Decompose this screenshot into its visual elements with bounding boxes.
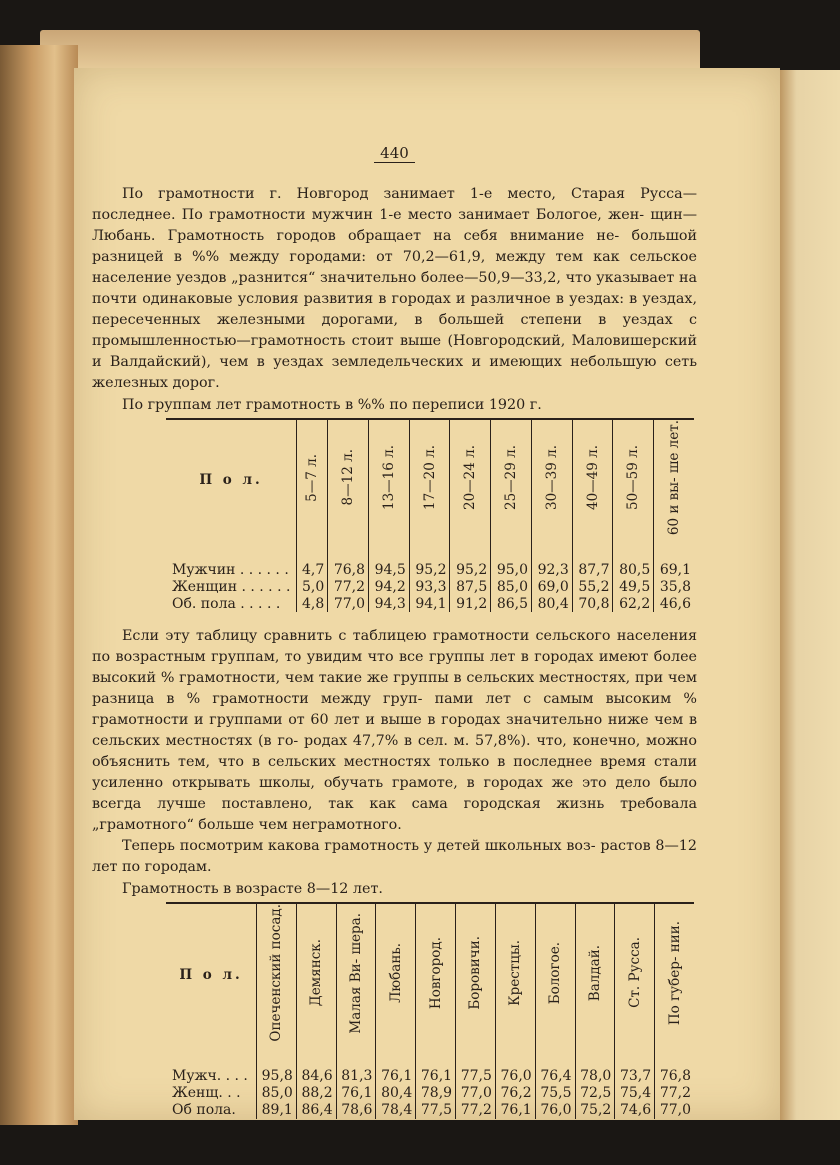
table-cell: 77,2 [655, 1085, 694, 1102]
table-cell: 88,2 [296, 1085, 336, 1102]
table1-row-header: П о л. [199, 471, 263, 488]
table-cell: 77,0 [456, 1085, 496, 1102]
table1-col-header-text: 25—29 л. [503, 445, 520, 511]
table-cell: 94,3 [368, 595, 409, 612]
table1-col-header [450, 420, 491, 539]
table-cell: 85,0 [257, 1085, 297, 1102]
table1-col-header-text: 30—39 л. [543, 445, 560, 511]
table-cell: 76,0 [495, 1068, 535, 1085]
table1-col-header-text: 13—16 л. [380, 445, 397, 511]
table-cell: 80,5 [613, 561, 654, 578]
table1-col-header-text: 60 и вы- ше лет. [666, 420, 683, 536]
table2-col-header-text: Любань. [387, 943, 404, 1003]
spacer-cell [535, 1046, 575, 1068]
table2-col-header [416, 904, 456, 1046]
table-cell: 35,8 [654, 578, 694, 595]
table-cell: 76,8 [328, 561, 369, 578]
table-cell: 74,6 [615, 1102, 655, 1119]
spacer-cell [296, 1046, 336, 1068]
spacer-cell [613, 539, 654, 561]
table-cell: 46,6 [654, 595, 694, 612]
table1-col-header-text: 5—7 л. [304, 453, 321, 502]
table1-col-header [491, 420, 532, 539]
table-cell: 72,5 [575, 1085, 615, 1102]
table2-col-header [296, 904, 336, 1046]
table-cell: 49,5 [613, 578, 654, 595]
table-cell: 70,8 [572, 595, 613, 612]
table-cell: 55,2 [572, 578, 613, 595]
table-cell: 93,3 [409, 578, 450, 595]
spacer-cell [166, 1046, 257, 1068]
row-label: Мужч. . . . [172, 1068, 248, 1085]
row-label: Женщ. . . [172, 1085, 241, 1102]
spacer-cell [456, 1046, 496, 1068]
spacer-cell [376, 1046, 416, 1068]
table-row [166, 1102, 694, 1119]
table2-row-header: П о л. [179, 966, 243, 983]
spacer-cell [495, 1046, 535, 1068]
table2-col-header-text: Валдай. [586, 944, 603, 1002]
table2-col-header [535, 904, 575, 1046]
table-cell: 76,8 [655, 1068, 694, 1085]
table2-col-header-text: Ст. Русса. [626, 937, 643, 1009]
table-cell: 86,4 [296, 1102, 336, 1119]
table-cell: 4,7 [297, 561, 328, 578]
table-cell: 94,1 [409, 595, 450, 612]
table-cell: 76,1 [416, 1068, 456, 1085]
table2-col-header [456, 904, 496, 1046]
row-label: Женщин . . . . . . [172, 578, 291, 595]
table-cell: 92,3 [531, 561, 572, 578]
table-cell: 85,0 [491, 578, 532, 595]
spacer-cell [368, 539, 409, 561]
table-cell: 91,2 [450, 595, 491, 612]
next-page-edge [778, 70, 840, 1120]
paragraph-1: По грамотности г. Новгород занимает 1-е место, Старая Русса— последнее. По грамотности мужчин 1-е место занимает Бологое, жен- щин—Любань. Грамотность городов обращает на себя внимание не- большой разницей в %% между городами: от 70,2—61,9, между тем как сельское население уездов „разнится“ значительно более—50,9—33,2, что указывает на почти одинаковые условия развития в городах и различное в уездах: в уездах, пересеченных железными дорогами, в большей степени в уездах с промышленностью—грамотность стоит выше (Новгородский, Маловишерский и Валдайский), чем в уездах земледельческих и имеющих небольшую сеть железных дорог. [92, 186, 697, 391]
table-cell: 94,2 [368, 578, 409, 595]
table-cell: 75,5 [535, 1085, 575, 1102]
table2-col-header-text: Опеченский посад. [268, 904, 285, 1042]
spacer-cell [654, 539, 694, 561]
page-stack-edge [40, 30, 700, 70]
spacer-cell [257, 1046, 297, 1068]
page-number [92, 144, 697, 162]
table-cell: 94,5 [368, 561, 409, 578]
table-cell: 77,0 [655, 1102, 694, 1119]
spacer-cell [297, 539, 328, 561]
table-cell: 95,2 [409, 561, 450, 578]
table1-col-header [409, 420, 450, 539]
table2-col-header-text: Малая Ви- шера. [348, 912, 365, 1034]
table-cell: 80,4 [376, 1085, 416, 1102]
table-cell: 4,8 [297, 595, 328, 612]
table2-col-header [575, 904, 615, 1046]
table1-col-header-text: 17—20 л. [421, 445, 438, 511]
book-page-edges [0, 45, 78, 1125]
table1-col-header [572, 420, 613, 539]
spacer-cell [655, 1046, 694, 1068]
table-cell: 84,6 [296, 1068, 336, 1085]
table-cell: 76,4 [535, 1068, 575, 1085]
table-cell: 5,0 [297, 578, 328, 595]
table-age-groups [166, 418, 694, 612]
spacer-cell [409, 539, 450, 561]
table1-col-header [328, 420, 369, 539]
table-cell: 69,1 [654, 561, 694, 578]
table1-col-header [613, 420, 654, 539]
table-cell: 62,2 [613, 595, 654, 612]
table2-col-header [257, 904, 297, 1046]
table2-col-header [376, 904, 416, 1046]
row-label: Мужчин . . . . . . [172, 561, 289, 578]
table1-caption: По группам лет грамотность в %% по переписи 1920 г. [122, 397, 542, 413]
table-cell: 76,1 [495, 1102, 535, 1119]
table-cell: 78,0 [575, 1068, 615, 1085]
table-cell: 81,3 [336, 1068, 376, 1085]
table-cell: 76,1 [336, 1085, 376, 1102]
table-row [166, 1068, 694, 1085]
page-content [92, 80, 697, 1119]
spacer-cell [615, 1046, 655, 1068]
table2-col-header-text: Крестцы. [507, 940, 524, 1006]
spacer-cell [450, 539, 491, 561]
table-cell: 73,7 [615, 1068, 655, 1085]
table2-col-header-text: Демянск. [308, 939, 325, 1007]
table-cell: 87,7 [572, 561, 613, 578]
table-cell: 76,1 [376, 1068, 416, 1085]
table-cell: 95,2 [450, 561, 491, 578]
table1-col-header-text: 50—59 л. [625, 445, 642, 511]
table1-col-header [368, 420, 409, 539]
table-cell: 75,4 [615, 1085, 655, 1102]
spacer-cell [336, 1046, 376, 1068]
table-cell: 95,0 [491, 561, 532, 578]
table-cell: 87,5 [450, 578, 491, 595]
table-cell: 78,4 [376, 1102, 416, 1119]
table-cell: 77,2 [456, 1102, 496, 1119]
table-cell: 95,8 [257, 1068, 297, 1085]
table-cell: 75,2 [575, 1102, 615, 1119]
spacer-cell [166, 539, 297, 561]
spacer-cell [575, 1046, 615, 1068]
table-row [166, 595, 694, 612]
page-number-text: 440 [374, 144, 415, 163]
spacer-cell [491, 539, 532, 561]
table-row [166, 1085, 694, 1102]
row-label: Об пола. [172, 1102, 236, 1119]
table2-col-header [495, 904, 535, 1046]
table2-col-header-text: Боровичи. [467, 936, 484, 1010]
row-label: Об. пола . . . . . [172, 595, 281, 612]
paragraph-2: Если эту таблицу сравнить с таблицею грамотности сельского населения по возрастным группам, то увидим что все группы лет в городах имеют более высокий % грамотности, чем такие же группы в сельских местностях, при чем разница в % грамотности между груп- пами лет с самым высоким % грамотности и группами от 60 лет и выше в городах значительно ниже чем в сельских местностях (в го- родах 47,7% в сел. м. 57,8%). что, конечно, можно объяснить тем, что в сельских местностях только в последнее время стали усиленно открывать школы, обучать грамоте, в городах же это дело было всегда лучше поставлено, так как сама городская жизнь требовала „грамотного“ больше чем неграмотного. [92, 628, 697, 834]
table-row [166, 578, 694, 595]
table-cell: 86,5 [491, 595, 532, 612]
table-cell: 78,9 [416, 1085, 456, 1102]
table-row [166, 561, 694, 578]
spacer-cell [531, 539, 572, 561]
table2-col-header [336, 904, 376, 1046]
table1-col-header [654, 420, 694, 539]
paragraph-3: Теперь посмотрим какова грамотность у детей школьных воз- растов 8—12 лет по городам. [92, 838, 697, 876]
table-cell: 89,1 [257, 1102, 297, 1119]
table1-col-header [531, 420, 572, 539]
table2-col-header-text: Бологое. [547, 941, 564, 1005]
table-cell: 77,5 [456, 1068, 496, 1085]
table2-col-header-text: По губер- нии. [666, 920, 683, 1025]
table1-col-header-text: 20—24 л. [462, 445, 479, 511]
table1-col-header-text: 8—12 л. [340, 449, 357, 506]
table-cell: 77,5 [416, 1102, 456, 1119]
table-cell: 77,2 [328, 578, 369, 595]
spacer-cell [416, 1046, 456, 1068]
table-cell: 76,2 [495, 1085, 535, 1102]
table-cell: 80,4 [531, 595, 572, 612]
table2-col-header [615, 904, 655, 1046]
table2-col-header [655, 904, 694, 1046]
table-cell: 78,6 [336, 1102, 376, 1119]
table-cell: 76,0 [535, 1102, 575, 1119]
table2-caption: Грамотность в возрасте 8—12 лет. [122, 881, 383, 898]
table-cell: 77,0 [328, 595, 369, 612]
table-cell: 69,0 [531, 578, 572, 595]
spacer-cell [572, 539, 613, 561]
table2-col-header-text: Новгород. [427, 936, 444, 1009]
table1-col-header-text: 40—49 л. [584, 445, 601, 511]
table1-col-header [297, 420, 328, 539]
table-cities [166, 902, 694, 1119]
spacer-cell [328, 539, 369, 561]
